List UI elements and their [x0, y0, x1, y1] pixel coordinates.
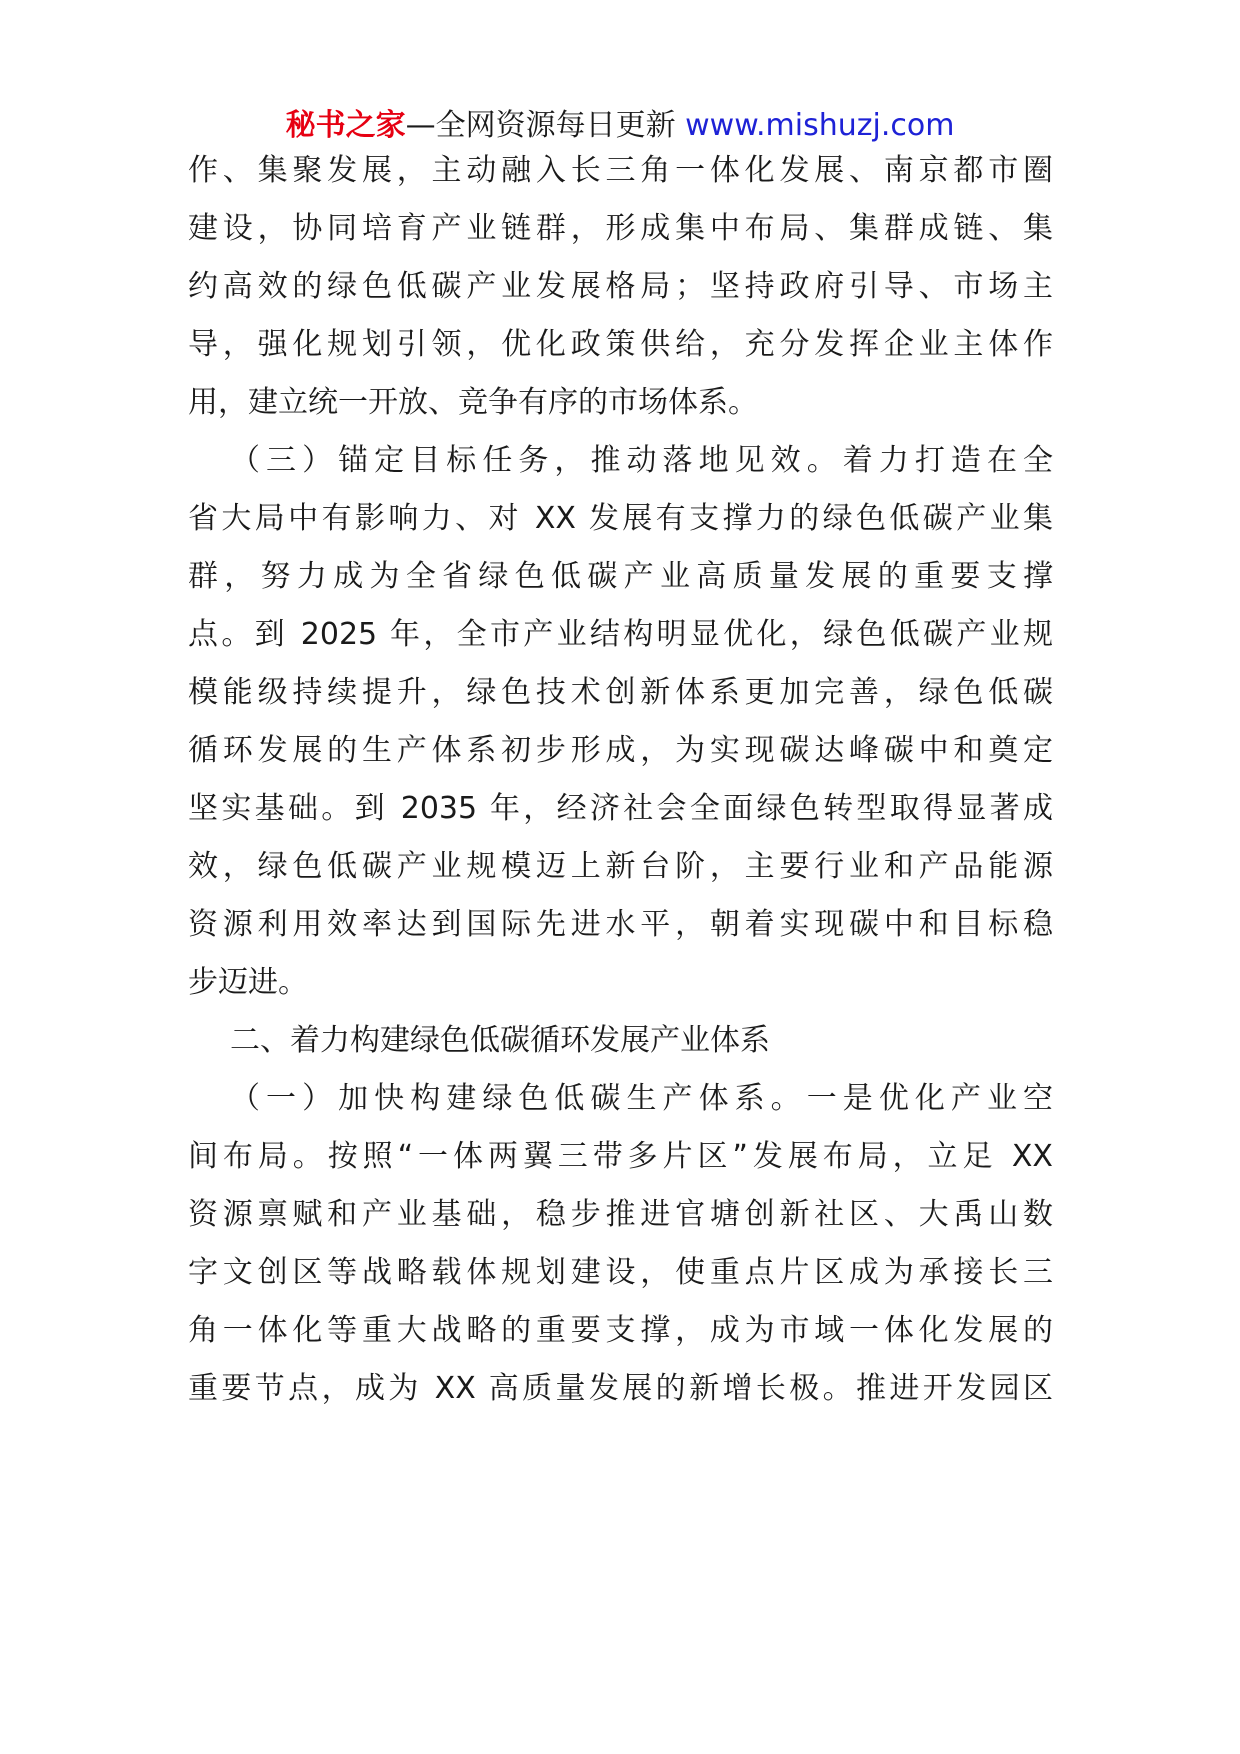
site-url-link[interactable]: www.mishuzj.com [685, 108, 955, 143]
brand-name: 秘书之家 [285, 108, 406, 143]
body-line: 资源利用效率达到国际先进水平，朝着实现碳中和目标稳 [188, 907, 1053, 942]
body-line: 约高效的绿色低碳产业发展格局；坚持政府引导、市场主 [188, 269, 1053, 304]
body-line: 坚实基础。到 2035 年，经济社会全面绿色转型取得显著成 [188, 791, 1053, 826]
body-line: 间布局。按照“一体两翼三带多片区”发展布局，立足 XX [188, 1139, 1053, 1174]
body-line: （三）锚定目标任务，推动落地见效。着力打造在全 [230, 443, 1053, 478]
body-line: 资源禀赋和产业基础，稳步推进官塘创新社区、大禹山数 [188, 1197, 1053, 1232]
header-tagline: —全网资源每日更新 [405, 108, 686, 143]
body-line: 步迈进。 [188, 965, 308, 1000]
body-line: 角一体化等重大战略的重要支撑，成为市域一体化发展的 [188, 1313, 1053, 1348]
body-line: （一）加快构建绿色低碳生产体系。一是优化产业空 [230, 1081, 1053, 1116]
body-line: 建设，协同培育产业链群，形成集中布局、集群成链、集 [188, 211, 1053, 246]
body-line: 循环发展的生产体系初步形成，为实现碳达峰碳中和奠定 [188, 733, 1053, 768]
body-line: 省大局中有影响力、对 XX 发展有支撑力的绿色低碳产业集 [188, 501, 1053, 536]
body-line: 用，建立统一开放、竞争有序的市场体系。 [188, 385, 758, 420]
body-line: 作、集聚发展，主动融入长三角一体化发展、南京都市圈 [188, 153, 1053, 188]
page-header [0, 104, 1240, 148]
body-line: 重要节点，成为 XX 高质量发展的新增长极。推进开发园区 [188, 1371, 1053, 1406]
body-line: 点。到 2025 年，全市产业结构明显优化，绿色低碳产业规 [188, 617, 1053, 652]
body-line: 字文创区等战略载体规划建设，使重点片区成为承接长三 [188, 1255, 1053, 1290]
body-line: 导，强化规划引领，优化政策供给，充分发挥企业主体作 [188, 327, 1053, 362]
section-heading: 二、着力构建绿色低碳循环发展产业体系 [230, 1023, 770, 1058]
body-line: 群，努力成为全省绿色低碳产业高质量发展的重要支撑 [188, 559, 1053, 594]
body-line: 效，绿色低碳产业规模迈上新台阶，主要行业和产品能源 [188, 849, 1053, 884]
body-line: 模能级持续提升，绿色技术创新体系更加完善，绿色低碳 [188, 675, 1053, 710]
